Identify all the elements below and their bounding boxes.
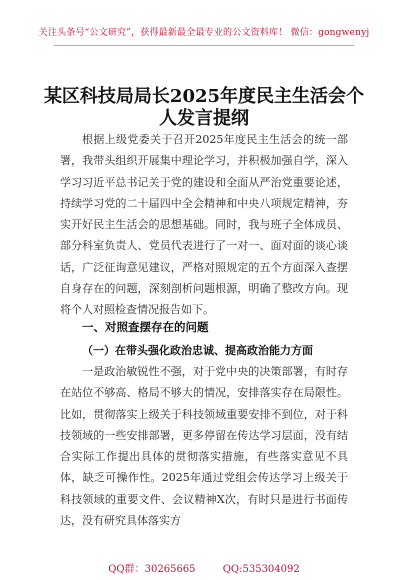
- footer-qq-number: QQ:535304092: [222, 564, 300, 575]
- footer-qq-group: QQ群：30265665: [108, 564, 196, 575]
- header-divider: [54, 45, 354, 46]
- footer-contact: [0, 560, 408, 575]
- subsection-heading: （一）在带头强化政治忠诚、提高政治能力方面: [82, 344, 313, 357]
- intro-section: [60, 129, 348, 321]
- header-promo-note: 关注头条号“公文研究”，获得最新最全最专业的公文资料库！ 微信：gongwenyj: [38, 28, 370, 38]
- body-section: [60, 361, 348, 531]
- title-line-2: 人发言提纲: [159, 108, 249, 129]
- body-paragraph: 一是政治敏锐性不强，对于党中央的决策部署，有时存在站位不够高、格局不够大的情况，安排落实存在局限性。比如，贯彻落实上级关于科技领域重要安排不到位，对于科技领域的一些安排部署，更多停留在传达学习层面，没有结合实际工作提出具体的贯彻落实措施，有些落实意见不具体，缺乏可操作性。2025年通过党组会传达学习上级关于科技领域的重要文件、会议精神X次，有时只是进行书面传达，没有研究具体落实方: [60, 365, 348, 528]
- section-heading: 一、对照查摆存在的问题: [82, 320, 209, 334]
- intro-paragraph: 根据上级党委关于召开2025年度民主生活会的统一部署，我带头组织开展集中理论学习，并积极加强自学，深入学习习近平总书记关于党的建设和全面从严治党重要论述，持续学习党的二十届四中全会精神和中央八项规定精神，夯实开好民主生活会的思想基础。同时，我与班子全体成员、部分科室负责人、党员代表进行了一对一、面对面的谈心谈话，广泛征询意见建议，严格对照规定的五个方面深入查摆自身存在的问题，深刻剖析问题根源，明确了整改方向。现将个人对照检查情况报告如下。: [60, 133, 348, 317]
- title-line-1: 某区科技局局长2025年度民主生活会个: [43, 86, 365, 107]
- document-title: [40, 86, 368, 130]
